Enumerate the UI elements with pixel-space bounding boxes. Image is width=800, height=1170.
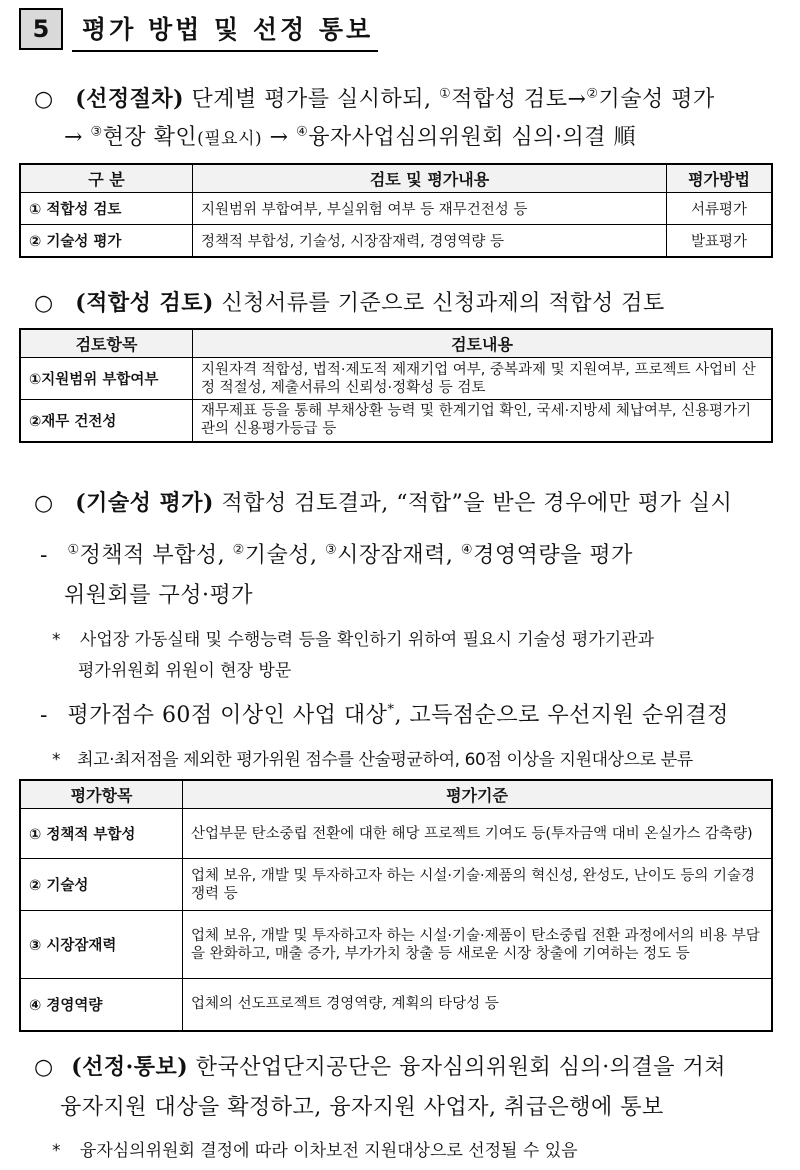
sub-item-evaluation-criteria	[40, 538, 633, 569]
suitability-review-table	[19, 328, 773, 443]
table-cell-method: 서류평가	[667, 193, 773, 225]
bullet-selection-procedure-line2	[64, 120, 636, 151]
note-score-average	[52, 745, 693, 770]
bullet-marker: ○	[34, 491, 54, 516]
table-cell-category: ① 정책적 부합성	[20, 809, 183, 859]
item-number: ③	[325, 542, 338, 558]
bullet-selection-procedure	[34, 82, 715, 113]
table-row	[20, 358, 772, 400]
table-row	[20, 225, 772, 257]
bullet-label: (선정·통보)	[71, 1054, 189, 1080]
step-text: 적합성 검토→	[451, 87, 587, 112]
section-title-underline	[72, 50, 378, 52]
table-row	[20, 859, 772, 911]
table-cell-category: ② 기술성	[20, 859, 183, 911]
bullet-label: (적합성 검토)	[75, 290, 214, 316]
note-marker: *	[52, 750, 61, 770]
note-text: 최고·최저점을 제외한 평가위원 점수를 산술평균하여, 60점 이상을 지원대상으로 분류	[77, 750, 693, 770]
table-cell-content: 재무제표 등을 통해 부채상환 능력 및 한계기업 확인, 국세·지방세 체납여부, 신용평가기관의 신용평가등급 등	[193, 400, 773, 442]
footnote-star: *	[387, 702, 395, 718]
table-header: 검토내용	[193, 329, 773, 358]
table-header: 구 분	[20, 164, 193, 193]
table-cell-content: 업체 보유, 개발 및 투자하고자 하는 시설·기술·제품의 혁신성, 완성도, 난이도 등의 기술경쟁력 등	[183, 859, 773, 911]
table-cell-category: ① 적합성 검토	[20, 193, 193, 225]
table-row	[20, 809, 772, 859]
sub-text: , 고득점순으로 우선지원 순위결정	[394, 703, 729, 728]
sub-marker: -	[40, 543, 48, 568]
table-cell-content: 산업부문 탄소중립 전환에 대한 해당 프로젝트 기여도 등(투자금액 대비 온실가스 감축량)	[183, 809, 773, 859]
item-text: 기술성,	[244, 543, 325, 568]
evaluation-criteria-table	[19, 779, 773, 1032]
note-marker: *	[52, 1141, 61, 1161]
step-note: (필요시)	[197, 129, 263, 149]
item-number: ②	[232, 542, 245, 558]
note-text: 융자심의위원회 결정에 따라 이차보전 지원대상으로 선정될 수 있음	[79, 1141, 578, 1161]
bullet-text: 적합성 검토결과, “적합”을 받은 경우에만 평가 실시	[213, 491, 733, 516]
sub-text: 평가점수 60점 이상인 사업 대상	[67, 703, 388, 728]
bullet-label: (기술성 평가)	[75, 490, 214, 516]
table-header: 검토 및 평가내용	[193, 164, 667, 193]
bullet-text: 신청서류를 기준으로 신청과제의 적합성 검토	[213, 291, 665, 316]
item-text: 시장잠재력,	[337, 543, 461, 568]
sub-item-line2: 위원회를 구성·평가	[64, 583, 254, 608]
table-row	[20, 193, 772, 225]
step-number: ③	[90, 124, 103, 140]
note-interest-subsidy	[52, 1136, 578, 1161]
table-cell-method: 발표평가	[667, 225, 773, 257]
table-cell-category: ②재무 건전성	[20, 400, 193, 442]
step-text: 융자사업심의위원회 심의·의결 順	[308, 125, 636, 150]
step-number: ④	[296, 124, 309, 140]
table-row	[20, 911, 772, 979]
table-cell-content: 정책적 부합성, 기술성, 시장잠재력, 경영역량 등	[193, 225, 667, 257]
bullet-suitability-review	[34, 286, 665, 317]
section-title: 평가 방법 및 선정 통보	[82, 15, 374, 44]
item-text: 정책적 부합성,	[79, 543, 233, 568]
sub-item-score-threshold	[40, 698, 729, 729]
bullet-technical-evaluation	[34, 486, 732, 517]
section-number: 5	[19, 8, 63, 50]
table-row	[20, 979, 772, 1031]
step-number: ②	[586, 86, 599, 102]
sub-marker: -	[40, 703, 48, 728]
note-site-visit	[52, 625, 654, 650]
table-cell-category: ② 기술성 평가	[20, 225, 193, 257]
note-marker: *	[52, 630, 61, 650]
table-cell-category: ④ 경영역량	[20, 979, 183, 1031]
step-text: 기술성 평가	[598, 87, 715, 112]
table-header: 평가방법	[667, 164, 773, 193]
note-site-visit-line2: 평가위원회 위원이 현장 방문	[78, 661, 292, 681]
evaluation-method-table	[19, 163, 773, 258]
table-cell-category: ③ 시장잠재력	[20, 911, 183, 979]
table-header: 검토항목	[20, 329, 193, 358]
note-text: 사업장 가동실태 및 수행능력 등을 확인하기 위하여 필요시 기술성 평가기관과	[79, 630, 655, 650]
arrow-text: →	[64, 125, 91, 150]
item-number: ①	[67, 542, 80, 558]
item-number: ④	[460, 542, 474, 558]
bullet-label: (선정절차)	[75, 86, 185, 112]
bullet-text: 한국산업단지공단은 융자심의위원회 심의·의결을 거쳐	[188, 1055, 726, 1080]
table-header: 평가항목	[20, 780, 183, 809]
step-text: 현장 확인	[102, 125, 198, 150]
step-number: ①	[439, 86, 452, 102]
table-cell-category: ①지원범위 부합여부	[20, 358, 193, 400]
bullet-text: 단계별 평가를 실시하되,	[184, 87, 440, 112]
bullet-selection-notification-line2: 융자지원 대상을 확정하고, 융자지원 사업자, 취급은행에 통보	[60, 1095, 664, 1120]
table-cell-content: 지원범위 부합여부, 부실위험 여부 등 재무건전성 등	[193, 193, 667, 225]
table-cell-content: 업체의 선도프로젝트 경영역량, 계획의 타당성 등	[183, 979, 773, 1031]
table-row	[20, 400, 772, 442]
bullet-marker: ○	[34, 87, 54, 112]
item-text: 경영역량을 평가	[473, 543, 633, 568]
bullet-marker: ○	[34, 1055, 54, 1080]
arrow-text: →	[262, 125, 297, 150]
bullet-selection-notification	[34, 1050, 726, 1081]
table-header: 평가기준	[183, 780, 773, 809]
bullet-marker: ○	[34, 291, 54, 316]
table-cell-content: 업체 보유, 개발 및 투자하고자 하는 시설·기술·제품이 탄소중립 전환 과정에서의 비용 부담을 완화하고, 매출 증가, 부가가치 창출 등 새로운 시장 창출에 기여하는 정도 등	[183, 911, 773, 979]
table-cell-content: 지원자격 적합성, 법적·제도적 제재기업 여부, 중복과제 및 지원여부, 프로젝트 사업비 산정 적절성, 제출서류의 신뢰성·정확성 등 검토	[193, 358, 773, 400]
